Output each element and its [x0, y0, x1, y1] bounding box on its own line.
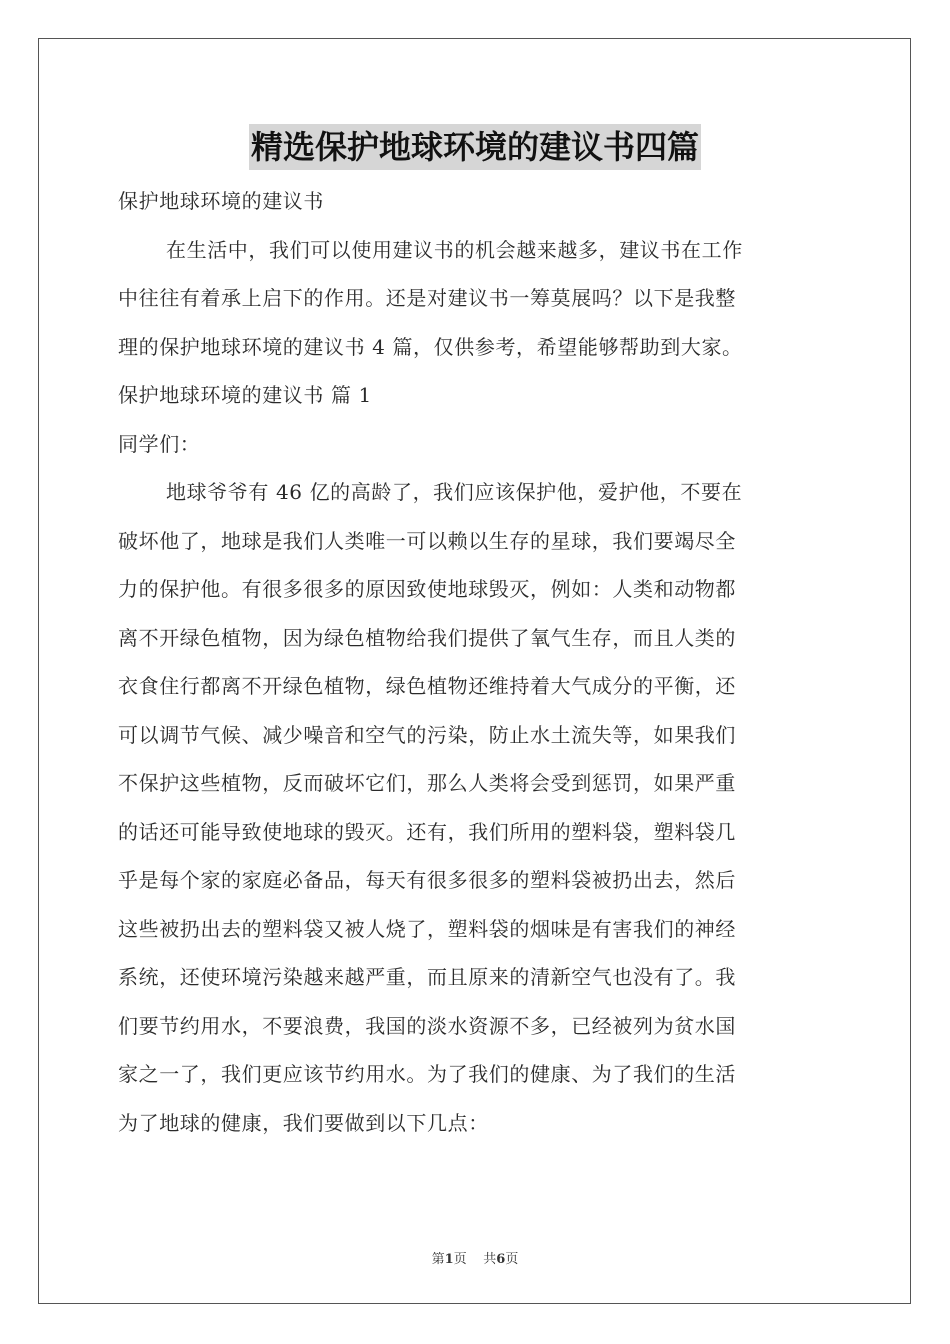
title-container: [0, 124, 950, 170]
page-footer: [0, 1248, 950, 1267]
body-line: 破坏他了，地球是我们人类唯一可以赖以生存的星球，我们要竭尽全: [118, 528, 736, 553]
body-line: 们要节约用水，不要浪费，我国的淡水资源不多，已经被列为贫水国: [118, 1013, 736, 1038]
body-line: 系统，还使环境污染越来越严重，而且原来的清新空气也没有了。我: [118, 965, 736, 989]
total-prefix: 共: [483, 1252, 497, 1267]
body-line: 这些被扔出去的塑料袋又被人烧了，塑料袋的烟味是有害我们的神经: [118, 916, 736, 941]
total-suffix: 页: [505, 1252, 519, 1267]
salutation: 同学们：: [118, 431, 201, 456]
body-line: 在生活中，我们可以使用建议书的机会越来越多，建议书在工作: [166, 237, 743, 262]
section-heading: 保护地球环境的建议书: [118, 189, 324, 213]
body-line: 不保护这些植物，反而破坏它们，那么人类将会受到惩罚，如果严重: [118, 771, 736, 795]
body-line: 中往往有着承上启下的作用。还是对建议书一筹莫展吗？以下是我整: [118, 286, 736, 310]
document-title: 精选保护地球环境的建议书四篇: [249, 124, 701, 170]
page-total: 6: [496, 1252, 506, 1267]
body-line: 衣食住行都离不开绿色植物，绿色植物还维持着大气成分的平衡，还: [118, 674, 736, 698]
body-line: 可以调节气候、减少噪音和空气的污染，防止水土流失等，如果我们: [118, 722, 736, 747]
body-line: 地球爷爷有 46 亿的高龄了，我们应该保护他，爱护他，不要在: [166, 480, 743, 504]
body-line: 的话还可能导致使地球的毁灭。还有，我们所用的塑料袋，塑料袋几: [118, 819, 736, 844]
document-body: [118, 177, 834, 1147]
body-line: 为了地球的健康，我们要做到以下几点：: [118, 1110, 489, 1135]
body-line: 乎是每个家的家庭必备品，每天有很多很多的塑料袋被扔出去，然后: [118, 868, 736, 892]
body-line: 力的保护他。有很多很多的原因致使地球毁灭，例如：人类和动物都: [118, 577, 736, 601]
section-heading: 保护地球环境的建议书 篇 1: [118, 383, 372, 407]
page-prefix: 第: [431, 1252, 445, 1267]
body-line: 家之一了，我们更应该节约用水。为了我们的健康、为了我们的生活: [118, 1062, 736, 1086]
page-suffix: 页: [453, 1252, 467, 1267]
body-line: 离不开绿色植物，因为绿色植物给我们提供了氧气生存，而且人类的: [118, 625, 736, 650]
page-current: 1: [444, 1252, 454, 1267]
body-line: 理的保护地球环境的建议书 4 篇，仅供参考，希望能够帮助到大家。: [118, 334, 743, 359]
